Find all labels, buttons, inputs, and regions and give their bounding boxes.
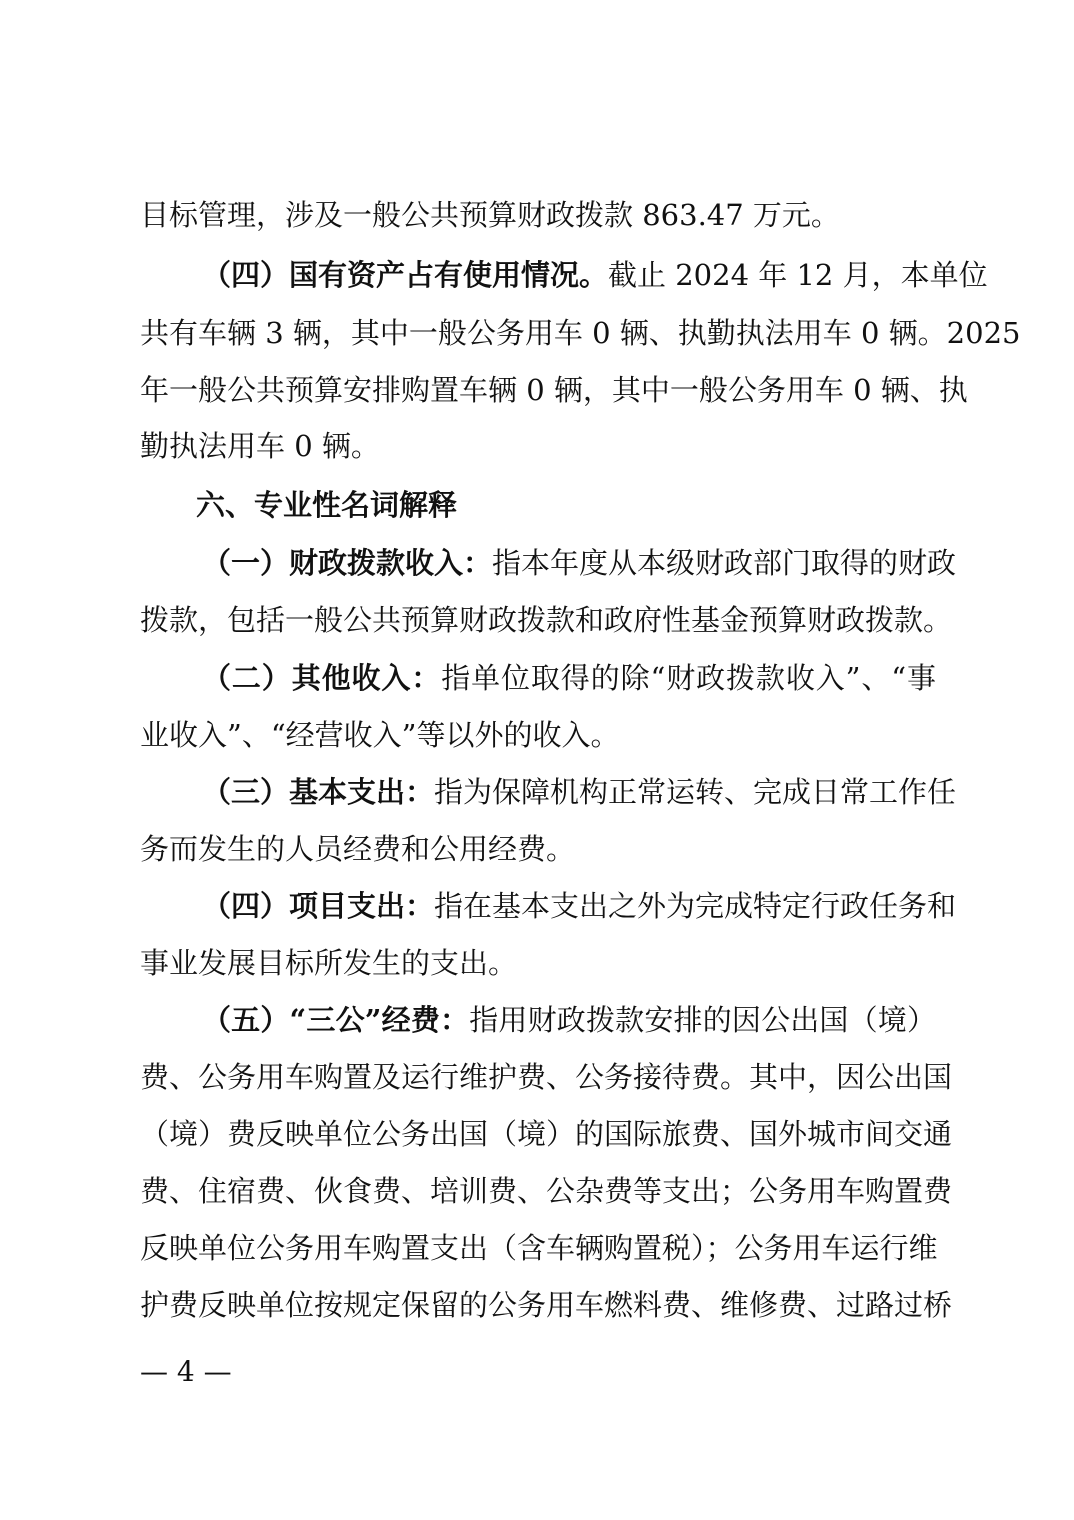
assets-title: （四）国有资产占有使用情况。 (202, 258, 609, 292)
glossary-term: （二）其他收入： (202, 661, 442, 695)
glossary-item-2-line-2: 业收入”、“经营收入”等以外的收入。 (140, 718, 620, 752)
glossary-term: （三）基本支出： (202, 775, 435, 809)
glossary-item-4-line-2: 事业发展目标所发生的支出。 (140, 946, 518, 980)
glossary-item-1-first-line (202, 543, 957, 583)
glossary-item-5-line-6: 护费反映单位按规定保留的公务用车燃料费、维修费、过路过桥 (140, 1288, 953, 1322)
glossary-definition: 指本年度从本级财政部门取得的财政 (492, 546, 957, 580)
glossary-heading: 六、专业性名词解释 (196, 488, 458, 522)
glossary-term: （五）“三公”经费： (202, 1003, 470, 1037)
glossary-item-3-line-2: 务而发生的人员经费和公用经费。 (140, 832, 576, 866)
glossary-item-2-first-line (202, 658, 936, 698)
glossary-definition: 指在基本支出之外为完成特定行政任务和 (434, 889, 957, 923)
glossary-item-5-line-2: 费、公务用车购置及运行维护费、公务接待费。其中，因公出国 (140, 1060, 953, 1094)
assets-line-5: 勤执法用车 0 辆。 (140, 429, 380, 463)
assets-line-2-rest: 截止 2024 年 12 月，本单位 (608, 258, 988, 292)
glossary-definition: 指为保障机构正常运转、完成日常工作任 (434, 775, 957, 809)
assets-line-4: 年一般公共预算安排购置车辆 0 辆，其中一般公务用车 0 辆、执 (140, 373, 968, 407)
glossary-item-4-first-line (202, 886, 957, 926)
glossary-item-5-line-3: （境）费反映单位公务出国（境）的国际旅费、国外城市间交通 (140, 1117, 953, 1151)
assets-paragraph-first-line (202, 255, 988, 295)
glossary-definition: 指用财政拨款安排的因公出国（境） (469, 1003, 936, 1037)
glossary-item-1-line-2: 拨款，包括一般公共预算财政拨款和政府性基金预算财政拨款。 (140, 603, 953, 637)
assets-line-1: 目标管理，涉及一般公共预算财政拨款 863.47 万元。 (140, 198, 840, 232)
glossary-item-5-line-4: 费、住宿费、伙食费、培训费、公杂费等支出；公务用车购置费 (140, 1174, 953, 1208)
assets-line-3: 共有车辆 3 辆，其中一般公务用车 0 辆、执勤执法用车 0 辆。2025 (140, 316, 1021, 350)
glossary-item-5-first-line (202, 1000, 936, 1040)
glossary-item-3-first-line (202, 772, 957, 812)
glossary-item-5-line-5: 反映单位公务用车购置支出（含车辆购置税）；公务用车运行维 (140, 1231, 938, 1265)
glossary-term: （四）项目支出： (202, 889, 435, 923)
glossary-term: （一）财政拨款收入： (202, 546, 493, 580)
page-number: — 4 — (140, 1355, 232, 1388)
glossary-definition: 指单位取得的除“财政拨款收入”、“事 (441, 661, 936, 695)
